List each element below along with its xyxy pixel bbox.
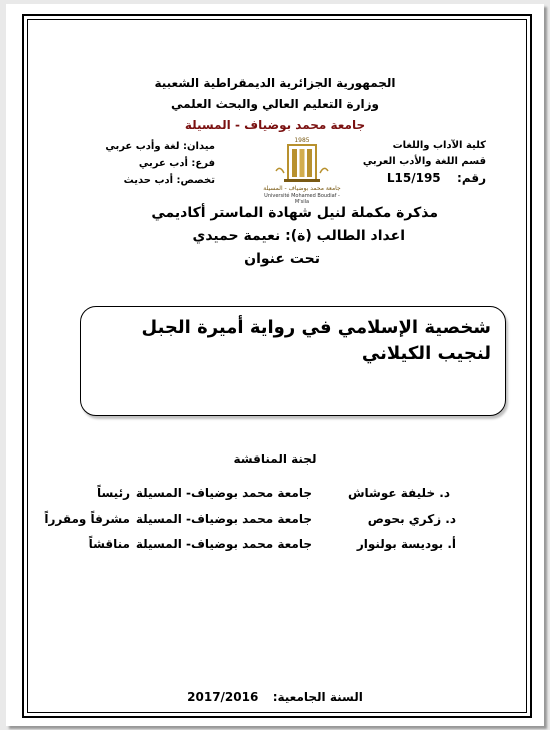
ministry-name: وزارة التعليم العالي والبحث العلمي — [170, 97, 380, 111]
logo-name-ar: جامعة محمد بوضياف - المسيلة — [263, 185, 341, 192]
reference-number-value: L15/195 — [386, 171, 441, 185]
committee-member-role: مناقشاً — [88, 537, 130, 551]
thesis-title-box — [80, 306, 506, 416]
university-logo — [262, 135, 342, 205]
committee-member-name: د. زكري بحوص — [367, 512, 456, 526]
committee-member-role: رئيساً — [96, 486, 130, 500]
academic-year — [150, 690, 400, 704]
reference-number-label: رقم: — [457, 171, 486, 185]
faculty-name: كلية الآداب واللغات — [392, 140, 486, 151]
logo-year: 1985 — [294, 137, 310, 144]
academic-year-label: السنة الجامعية: — [272, 690, 363, 704]
field-label: ميدان: لغة وأدب عربي — [105, 141, 215, 152]
under-title-label: تحت عنوان — [244, 251, 320, 267]
committee-heading: لجنة المناقشة — [233, 452, 317, 466]
specialty-label: تخصص: أدب حديث — [123, 175, 215, 186]
committee-member-affiliation: جامعة محمد بوضياف- المسيلة — [135, 537, 312, 551]
memo-description: مذكرة مكملة لنيل شهادة الماستر أكاديمي — [151, 205, 438, 221]
committee-member-name: د. خليفة عوشاش — [347, 486, 450, 500]
student-name: اعداد الطالب (ة): نعيمة حميدي — [192, 228, 405, 244]
university-name: جامعة محمد بوضياف - المسيلة — [184, 118, 366, 132]
committee-member-affiliation: جامعة محمد بوضياف- المسيلة — [135, 486, 312, 500]
committee-member-affiliation: جامعة محمد بوضياف- المسيلة — [135, 512, 312, 526]
branch-label: فرع: أدب عربي — [138, 158, 215, 169]
university-emblem-icon — [262, 135, 342, 185]
academic-year-value: 2017/2016 — [187, 690, 259, 704]
committee-member-role: مشرفاً ومقرراً — [44, 512, 130, 526]
thesis-title-line1: شخصية الإسلامي في رواية أميرة الجبل — [141, 317, 491, 338]
thesis-title-line2: لنجيب الكيلاني — [361, 343, 491, 364]
department-name: قسم اللغة والأدب العربي — [362, 156, 486, 167]
logo-name-fr: Université Mohamed Boudiaf - M'sila — [264, 193, 340, 205]
committee-member-name: أ. بوديسة بولنوار — [356, 537, 456, 551]
reference-number — [387, 171, 486, 185]
republic-name: الجمهورية الجزائرية الديمقراطية الشعبية — [154, 76, 396, 90]
